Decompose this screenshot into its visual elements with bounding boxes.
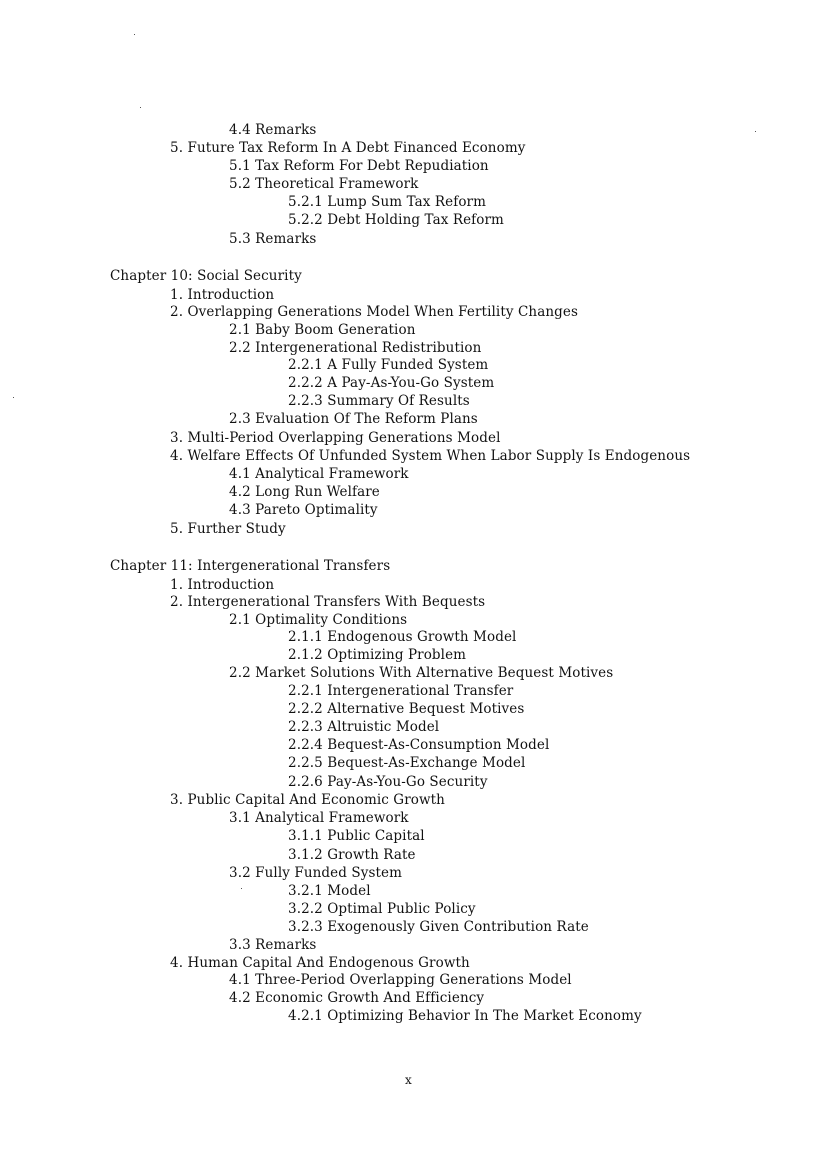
toc-entry: 2.3 Evaluation Of The Reform Plans <box>229 411 478 427</box>
toc-entry: 2.2.1 A Fully Funded System <box>288 357 489 373</box>
toc-entry: 4.3 Pareto Optimality <box>229 502 378 518</box>
toc-entry: 4.4 Remarks <box>229 122 317 138</box>
scan-speck <box>755 131 756 132</box>
toc-entry: 3.1.2 Growth Rate <box>288 847 416 863</box>
page-number: x <box>405 1073 412 1087</box>
toc-entry: 2.2 Market Solutions With Alternative Bequest Motives <box>229 665 614 681</box>
toc-entry: 5. Future Tax Reform In A Debt Financed Economy <box>170 140 526 156</box>
toc-entry: 4.2.1 Optimizing Behavior In The Market Economy <box>288 1008 642 1024</box>
toc-entry: 3.3 Remarks <box>229 937 317 953</box>
toc-entry: 4.2 Economic Growth And Efficiency <box>229 990 485 1006</box>
toc-entry: 2.2.4 Bequest-As-Consumption Model <box>288 737 550 753</box>
chapter-heading: Chapter 11: Intergenerational Transfers <box>110 558 391 574</box>
toc-entry: 2.2.1 Intergenerational Transfer <box>288 683 514 699</box>
toc-entry: 2.2.6 Pay-As-You-Go Security <box>288 774 488 790</box>
toc-entry: 1. Introduction <box>170 577 275 593</box>
toc-entry: 3. Public Capital And Economic Growth <box>170 792 445 808</box>
toc-entry: 2.2.3 Summary Of Results <box>288 393 470 409</box>
toc-entry: 5.2 Theoretical Framework <box>229 176 419 192</box>
toc-entry: 2.1 Optimality Conditions <box>229 612 408 628</box>
toc-entry: 2.2.3 Altruistic Model <box>288 719 440 735</box>
toc-entry: 1. Introduction <box>170 287 275 303</box>
toc-entry: 3.2.1 Model <box>288 883 371 899</box>
toc-entry: 4.2 Long Run Welfare <box>229 484 380 500</box>
toc-entry: 2.2.2 Alternative Bequest Motives <box>288 701 525 717</box>
toc-entry: 5.2.2 Debt Holding Tax Reform <box>288 212 504 228</box>
chapter-heading: Chapter 10: Social Security <box>110 268 302 284</box>
toc-entry: 2.2 Intergenerational Redistribution <box>229 340 482 356</box>
toc-entry: 3.1 Analytical Framework <box>229 810 409 826</box>
toc-entry: 4. Human Capital And Endogenous Growth <box>170 955 470 971</box>
toc-entry: 2. Overlapping Generations Model When Fertility Changes <box>170 304 579 320</box>
toc-entry: 2.2.2 A Pay-As-You-Go System <box>288 375 495 391</box>
toc-entry: 4.1 Analytical Framework <box>229 466 409 482</box>
toc-entry: 2.1 Baby Boom Generation <box>229 322 416 338</box>
toc-entry: 2.1.2 Optimizing Problem <box>288 647 467 663</box>
toc-entry: 3. Multi-Period Overlapping Generations Model <box>170 430 501 446</box>
toc-entry: 4.1 Three-Period Overlapping Generations Model <box>229 972 572 988</box>
scan-speck <box>13 397 14 398</box>
toc-entry: 5.2.1 Lump Sum Tax Reform <box>288 194 487 210</box>
toc-entry: 2. Intergenerational Transfers With Bequests <box>170 594 486 610</box>
toc-entry: 2.1.1 Endogenous Growth Model <box>288 629 517 645</box>
scan-speck <box>134 34 135 35</box>
scan-speck <box>241 888 242 889</box>
toc-entry: 5.1 Tax Reform For Debt Repudiation <box>229 158 489 174</box>
toc-entry: 5. Further Study <box>170 521 286 537</box>
toc-entry: 3.2 Fully Funded System <box>229 865 403 881</box>
toc-entry: 3.2.3 Exogenously Given Contribution Rate <box>288 919 589 935</box>
toc-entry: 3.2.2 Optimal Public Policy <box>288 901 476 917</box>
scan-speck <box>140 107 141 108</box>
toc-entry: 4. Welfare Effects Of Unfunded System When Labor Supply Is Endogenous <box>170 448 691 464</box>
toc-entry: 2.2.5 Bequest-As-Exchange Model <box>288 755 526 771</box>
toc-entry: 3.1.1 Public Capital <box>288 828 425 844</box>
toc-entry: 5.3 Remarks <box>229 231 317 247</box>
